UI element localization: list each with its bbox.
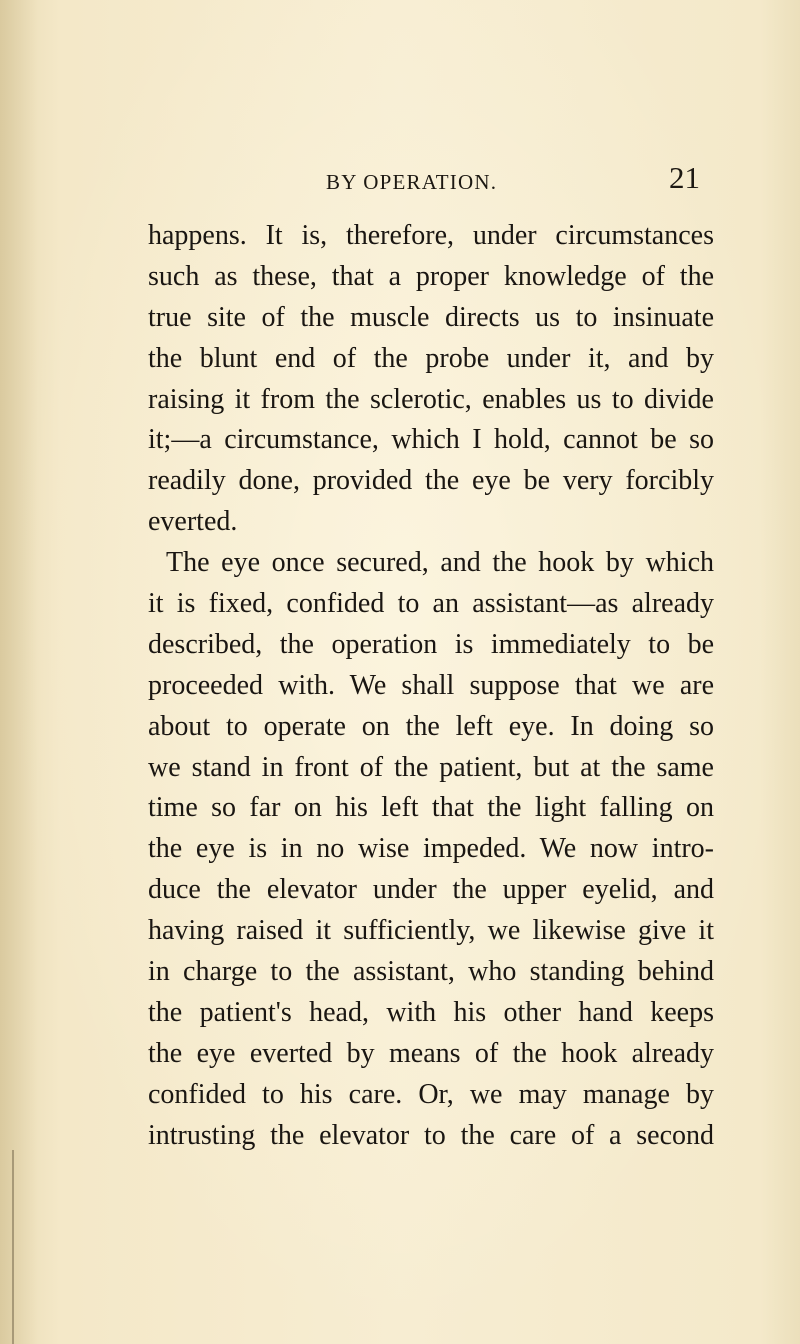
text-line: the patient's head, with his other hand keeps (148, 996, 714, 1028)
text-line: everted. (148, 506, 238, 538)
text-line: duce the elevator under the upper eyelid, and (148, 874, 714, 906)
text-line: it is fixed, confided to an assistant—as already (148, 588, 714, 620)
text-line: such as these, that a proper knowledge of the (148, 260, 714, 292)
page-header (0, 160, 800, 206)
text-line: readily done, provided the eye be very forcibly (148, 465, 714, 497)
text-line: confided to his care. Or, we may manage by (148, 1078, 714, 1110)
text-line: it;—a circumstance, which I hold, cannot be so (148, 424, 714, 456)
text-line: we stand in front of the patient, but at the same (148, 751, 714, 783)
page-number: 21 (669, 160, 700, 195)
text-line: The eye once secured, and the hook by which (166, 547, 714, 579)
text-line: about to operate on the left eye. In doing so (148, 710, 714, 742)
text-line: in charge to the assistant, who standing behind (148, 956, 714, 988)
text-line: proceeded with. We shall suppose that we are (148, 669, 714, 701)
text-line: the eye everted by means of the hook already (148, 1037, 714, 1069)
text-line: intrusting the elevator to the care of a second (148, 1119, 714, 1151)
running-head: BY OPERATION. (326, 170, 498, 194)
text-line: time so far on his left that the light falling on (148, 792, 714, 824)
text-line: the eye is in no wise impeded. We now intro- (148, 833, 714, 865)
text-line: raising it from the sclerotic, enables us to divide (148, 383, 714, 415)
text-line: the blunt end of the probe under it, and by (148, 342, 714, 374)
page-edge-line (12, 1150, 14, 1344)
text-line: described, the operation is immediately to be (148, 628, 714, 660)
text-line: happens. It is, therefore, under circumstances (148, 220, 714, 251)
text-line: having raised it sufficiently, we likewise give it (148, 915, 714, 947)
body-text (148, 216, 714, 1156)
text-line: true site of the muscle directs us to insinuate (148, 301, 714, 333)
